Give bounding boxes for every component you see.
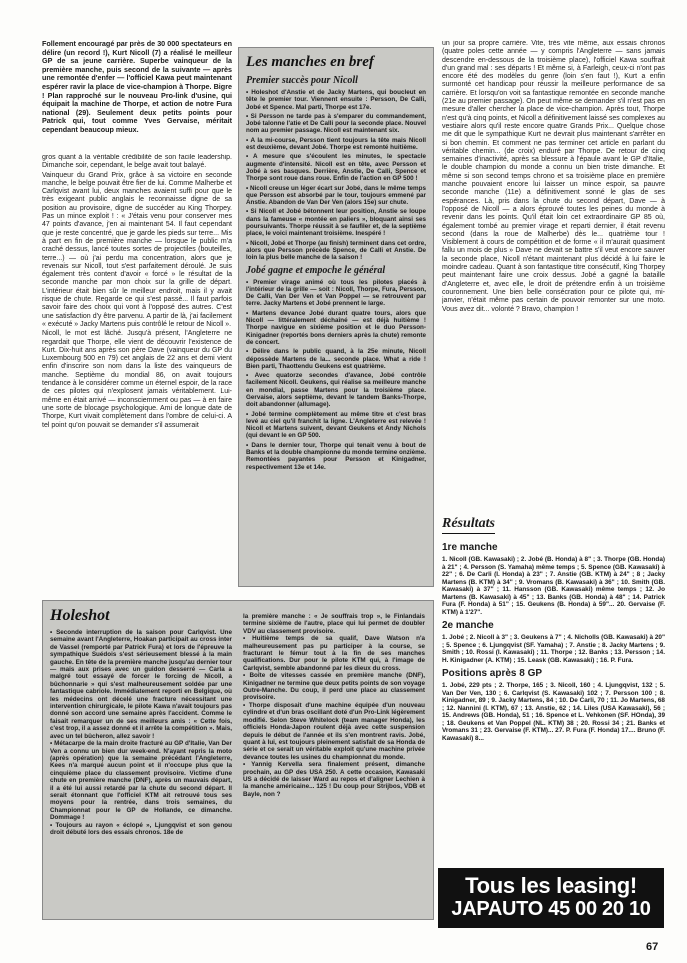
results-standings: 1. Jobé, 229 pts ; 2. Thorpe, 165 ; 3. Nicoll, 160 ; 4. Ljungqvist, 132 ; 5. Van Der Ven, 130 ; 6. Carlqvist (S. Kawasaki) 102 ; 7. Persson 100 ; 8. Kinigadner, 89 ; 9. Jacky Martens, 84 ; 10. De Carli, 70 ; 11. Jo Martens, 68 ; 12. Nannini (I. KTM), 67 ; 13. Anstie, 62 ; 14. Liles (USA Kawasaki), 56 ; 15. Andrews (GB. Honda), 51 ; 16. Spence et L. Vehkonen (SF. HOnda), 39 ; 18. Geukens et Van Poppel (NL. KTM) 38 ; 20. Rossi 34 ; 21. Banks et Vromans 31 ; 23. Gervaise (F. KTM)... 27. P. Fura (F. Honda) 17.... Bruno (F. Kawasaki) 8... [442, 682, 665, 742]
box-subhead-first-race: Premier succès pour Nicoll [246, 75, 358, 86]
bullet-item: • Nicoll creuse un léger écart sur Jobé, dans le même temps que Persson est absorbé par le tour, toujours emmené par Anstie. Abandon de Van Der Ven (alors 15e) sur chute. [246, 184, 426, 207]
bullet-item: • A la mi-course, Persson tient toujours la tête mais Nicoll est deuxième, devant Jobé. Thorpe est remonté huitième. [246, 136, 426, 152]
results-race-1: 1. Nicoll (GB. Kawasaki) ; 2. Jobé (B. Honda) à 8" ; 3. Thorpe (GB. Honda) à 21" ; 4. Persson (S. Yamaha) même temps ; 5. Spence (GB. Kawasaki) à 22" ; 6. De Carli (I. Honda) à 23" ; 7. Anstie (GB. KTM) à 24" ; 8 ; Jacky Martens (B. KTM) à 34" ; 9. Vromans (B. Kawasaki) à 36" ; 10. Smith (GB. Kawasaki) à 37" ; 11. Hansson (GB. Kawasaki) même temps ; 12. Jo Martens (B. Kawasaki) à 45" ; 13. Banks (GB. Honda) à 48" ; 14. Patrick Fura (F. Honda) à 51" ; 15. Geukens (B. Honda) à 59"... 20. Gervaise (F. KTM) à 1'27". [442, 556, 665, 616]
results-heading-standings: Positions après 8 GP [442, 668, 543, 679]
ad-phone: JAPAUTO 45 00 20 10 [451, 898, 651, 920]
results-race-2: 1. Jobé ; 2. Nicoll à 3" ; 3. Geukens à 7" ; 4. Nicholls (GB. Kawasaki) à 20" ; 5. Spence ; 6. Ljungqvist (SF. Yamaha) ; 7. Anstie ; 8. Jacky Martens ; 9. Smith ; 10. Rossi (I. Kawasaki) ; 11. Thorpe ; 12. Banks ; 13. Persson ; 14. H. Kinigadner (A. KTM) ; 15. Leask (GB. Kawasaki) ; 16. P. Fura. [442, 634, 665, 664]
sidebar-box-holeshot [42, 600, 434, 920]
sidebar-box-manches-en-bref [238, 47, 434, 587]
advertisement-japauto [438, 868, 664, 928]
page-number: 67 [646, 941, 659, 953]
results-heading-race-1: 1re manche [442, 542, 498, 553]
box-subhead-second-race: Jobé gagne et empoche le général [246, 264, 386, 276]
article-left-column [42, 154, 232, 594]
box-title: Les manches en bref [246, 54, 374, 70]
results-title: Résultats [442, 516, 495, 534]
bullet-item: • Premier virage animé où tous les pilotes placés à l'intérieur de la grille — soit : Nicoll, Thorpe, Fura, Persson, De Calli, Van Der Ven et Van Poppel — se retrouvent par terre. Jacky Martens et Jobé prennent le large. [246, 278, 426, 308]
bullet-item: • Avec quatorze secondes d'avance, Jobé contrôle facilement Nicoll. Geukens, qui réalise sa meilleure manche en mondial, passe Martens pour la troisième place. Gervaise, alors septième, devant le tandem Banks-Thorpe, doit abandonner (allumage). [246, 372, 426, 409]
holeshot-left-column: • Seconde interruption de la saison pour Carlqvist. Une semaine avant l'Angleterre, Hoakan participait au cross inter de Vassel (remporté par Patrick Fura) et lors de l'épreuve la sympathique Suédois s'est sérieusement blessé à la main gauche. En tête de la première manche jusqu'au dernier tour — mais aux prises avec un guidon desserré — Carla a malgré tout essayé de forcer le forcing de Nicoll, a bûchonnarie » qui s'est malheureusement soldée par une fantastique cabriole. Immédiatement reporti en Belgique, où les médecins ont décelé une fracture nécessitant une intervention chirurgicale, le pilote Kawa n'avait toujours pas donné son accord une semaine après l'accident. Comme le faisait remarquer un de ses meilleurs amis : « Cette fois, c'est trop, il a assez donné et il arrête la compétition ». Mais, avec un tel bûcheron, allez savoir ! • Métacarpe de la main droite fracturé au GP d'Italie, Van Der Ven a connu un bien dur week-end. N'ayant repris la moto (après opération) que la semaine précédant l'Angleterre, Kees n'a marqué aucun point et il n'occupe plus que la cinquième place du classement provisoire. Victime d'une chute en première manche (DNF), après un mauvais départ, il a été lui aussi retardé par la chute du second départ. Il serait étonnant que l'officiel KTM ait retrouvé tous ses moyens pour la rentrée, dans trois semaines, du Championnat pour le GP de Hollande, ce dimanche. Dommage ! • Toujours au rayon « éclopé », Ljungqvist et son genou droit débuté lors des essais chronos. 18e de [50, 629, 232, 836]
article-paragraph: un jour sa propre carrière. Vite, très vite même, aux essais chronos (quatre poles cette année — y compris l'Angleterre — sans jamais descendre en-dessous de la troisième place), l'officiel Kawa souffrait d'un grand mal : ses départs ! Et même si, à Farleigh, ceux-ci n'ont pas encore été des modèles du genre (loin s'en faut !), Kurt a enfin surmonté cet handicap pour réussir la meilleure performance de sa carrière. Et lorsqu'on voit sa fantastique remontée en seconde manche (21e au premier passage). On peut même se demander s'il n'est pas en mesure d'aller chercher la place de vice-champion. Après tout, Thorpe n'est qu'à cinq points, et Nicoll a définitivement laissé ses complexes au vestiaire alors qu'il reste encore quatre Grands Prix... Quelque chose me dit que le sympathique Kurt ne devrait plus maintenant s'arrêter en si bon chemin. Et comment ne pas terminer cet article en parlant du véritable chemin... (de croix) enduré par Thorpe. De retour de cinq semaines d'inactivité, après sa blessure à l'épaule avant le GP d'Italie, le double champion du monde a connu un bien triste dimanche. Et même si son second temps chrono et sa troisième place en première manche pouvaient encore lui laisser un mince espoir, sa pauvre seconde manche (11e) a définitivement sonné le glas de ses espérances. Là, pris dans la chute du second départ, Dave — à l'opposé de Nicoll — a alors éprouvé toutes les peines du monde à revenir dans les points. Qu'il était loin cet extraordinaire GP 85 où, également tombé au premier virage et reparti dernier, il était revenu second (dans la roue de Malherbe) dès le... quatrième tour ! Visiblement à cours de compétition et de forme « il m'aurait quasiment fallu un mois de plus » Dave ne devait se battre s'il veut encore sauver la seconde place, Nicoll n'étant maintenant plus décidé à lui faire le moindre cadeau. Quant à son fantastique titre consécutif, King Thorpey peut maintenant faire une croix dessus. Jobé a gagné la bataille d'Angleterre et, avec elle, le droit de prétendre enfin à un troisième couronnement. Une bien belle consécration pour ce pilote qui, mi-janvier, n'était même pas certain de pouvoir remonter sur une moto. Vous avez dit... volonté ? Bravo, champion ! [442, 40, 665, 313]
bullet-item: • Dans le dernier tour, Thorpe qui tenait venu à bout de Banks et la double championne du monde termine onzième. Remontées payantes pour Persson et Kinigadner, respectivement 13e et 14e. [246, 441, 426, 471]
photo-caption-intro: Follement encouragé par près de 30 000 spectateurs en délire (un record !), Kurt Nicoll (7) a réalisé le meilleur GP de sa jeune carrière. Superbe vainqueur de la première manche, puis second de la suivante — après une remontée d'enfer — l'officiel Kawa peut maintenant espérer ravir la place de vice-champion à Thorpe. Bigre ! Plan rapproché sur le nouveau Pro-link d'usine, qui équipait la machine de Thorpe, et action de notre Fura national (29). Seulement deux petits points pour Patrick qui, tout comme Yves Gervaise, méritait cependant beaucoup mieux. [42, 40, 232, 134]
bullet-item: • Délire dans le public quand, à la 25e minute, Nicoll dépossède Martens de la... seconde place. What a ride ! Bien parti, Thaottendu Geukens est quatrième. [246, 348, 426, 370]
holeshot-right-column: la première manche : « Je souffrais trop », le Finlandais termine sixième de l'autre, place qui lui permet de doubler VDV au classement provisoire. • Huitième temps de sa qualif, Dave Watson n'a malheureusement pas pu participer à la course, se fracturant le fémur tout à la fin de ses manches qualifications. Dur pour le pilote KTM qui, à l'image de Carlqvist, semble abandonné par les dieux du cross. • Boîte de vitesses cassée en première manche (DNF), Kinigadner ne termine que deux petits points de son voyage Outre-Manche. Du coup, il perd une place au classement provisoire. • Thorpe disposait d'une machine équipée d'un nouveau cylindre et d'un bras oscillant doté d'un Pro-Link légèrement modifié. Selon Steve Whitelock (team manager Honda), les officiels Honda-Japon roulent déjà avec cette suspension depuis le début de l'année et ils s'en montrent ravis. Jobé, quant à lui, est toujours pleinement satisfait de sa Honda de série et ce serait un véritable exploit qu'une machine privée devance toutes les usines du championnat du monde. • Yannig Kervella sera finalement présent, dimanche prochain, au GP des USA 250. A cette occasion, Kawasaki US a décidé de laisser Ward au repos et d'aligner Lechien à la manche américaine... 125 ! Du coup pour Strijbos, VDB et Bayle, non ? [243, 613, 425, 798]
bullet-item: • Martens devance Jobé durant quatre tours, alors que Nicoll — littéralement déchaîné — est déjà huitième ! Thorpe navigue en sixième position et le duo Persson-Kinigadner (reportés bons derniers après la chute) remonte de concert. [246, 309, 426, 346]
results-box [442, 514, 665, 860]
bullet-item: • Si Nicoll et Jobé bétonnent leur position, Anstie se loupe dans la fameuse « montée en paliers », bloquant ainsi ses poursuivants. Thorpe réussit à se faufiler et, de la septième place, le voici maintenant troisième. Inespéré ! [246, 208, 426, 238]
bullet-item: • Nicoll, Jobé et Thorpe (au finish) terminent dans cet ordre, alors que Persson précède Spence, de Calli et Anstie. De loin la plus belle manche de la saison ! [246, 239, 426, 262]
bullet-item: • Jobé termine complètement au même titre et c'est bras levé au ciel qu'il franchit la ligne. L'Angleterre est relevée ! Nicoll et Martens suivent, devant Geukens et Andy Nichols (qui devant le en GP 500. [246, 410, 426, 440]
results-heading-race-2: 2e manche [442, 620, 494, 631]
article-paragraph: gros quant à la véritable crédibilité de son facile leadership. Dimanche soir, cependant, le belge avait tout balayé. [42, 154, 232, 170]
bullet-item: • Holeshot d'Anstie et de Jacky Martens, qui boucleut en tête le premier tour. Viennent ensuite : Persson, De Calli, Jobé et Spence. Mal parti, Thorpe est 17e. [246, 89, 426, 111]
bullet-item: • Si Persson ne tarde pas à s'emparer du commandement, Jobé talonne l'atie et De Calli pour la seconde place. Nouvel nom au premier passage. Nicoll est maintenant six. [246, 112, 426, 135]
ad-headline: Tous les leasing! [465, 873, 637, 898]
article-paragraph: Nicoll, le mot est lâché. Jusqu'à présent, l'Angleterre ne regardait que Thorpe, elle vient de découvrir l'existence de Kurt. Dix-huit ans après son père Dave (vainqueur du GP du Luxembourg 500 en 79) cet anglais de 22 ans et demi vient enfin d'inscrire son nom dans la liste des vainqueurs de manche. Septième du mondial 86, on avait toujours tendance à le considérer comme un éternel espoir, de la race de ces pilotes qui n'explosent jamais véritablement. Lui-même en était arrivé — inconsciemment ou pas — à en faire une sorte de blocage psychologique. Ami de longue date de Thorpe, Kurt vivait complètement dans l'ombre de celui-ci. A tel point qu'on pouvait se demander s'il assumerait [42, 330, 232, 429]
bullet-item: • A mesure que s'écoulent les minutes, le spectacle augmente d'intensité. Nicoll est en tête, avec Persson et Jobé à ses basques. Derrière, Anstie, De Calli, Spence et Thorpe sont roue dans roue. Enfin de l'action en GP 500 ! [246, 153, 426, 183]
article-paragraph: Vainqueur du Grand Prix, grâce à sa victoire en seconde manche, le belge pouvait être fier de lui. Comme Malherbe et Carlqvist avant lui, deux manches avaient suffi pour que le très exigeant public anglais le reconnaisse digne de sa position au provisoire, digne de succéder au King Thorpey. Pas un mince exploit ! : « J'étais venu pour conserver mes 47 points d'avance, j'en ai maintenant 54. Il faut cependant que je reste concentré, que je garde les pieds sur terre... Mis à part en fin de première manche — lorsque le public m'a craché dessus, lancé toutes sortes de projectiles (bouteilles, terre...) — où j'ai perdu ma concentration, alors que je revenais sur Nicoll, tout s'est parfaitement déroulé. Je suis également très content d'avoir « forcé » le résultat de la seconde manche par mon choix sur la grille de départ. L'intérieur était bien sûr le meilleur endroit, mais il y avait risque de chute. Regarde ce qui s'est passé... Il faut parfois savoir faire des choix qui vont à l'opposé des autres. C'est une satisfaction d'y être parvenu. A partir de là, j'ai facilement « exécuté » Jacky Martens puis contrôlé le retour de Nicoll ». [42, 171, 232, 328]
box-title: Holeshot [50, 607, 110, 624]
article-right-column [442, 40, 665, 508]
